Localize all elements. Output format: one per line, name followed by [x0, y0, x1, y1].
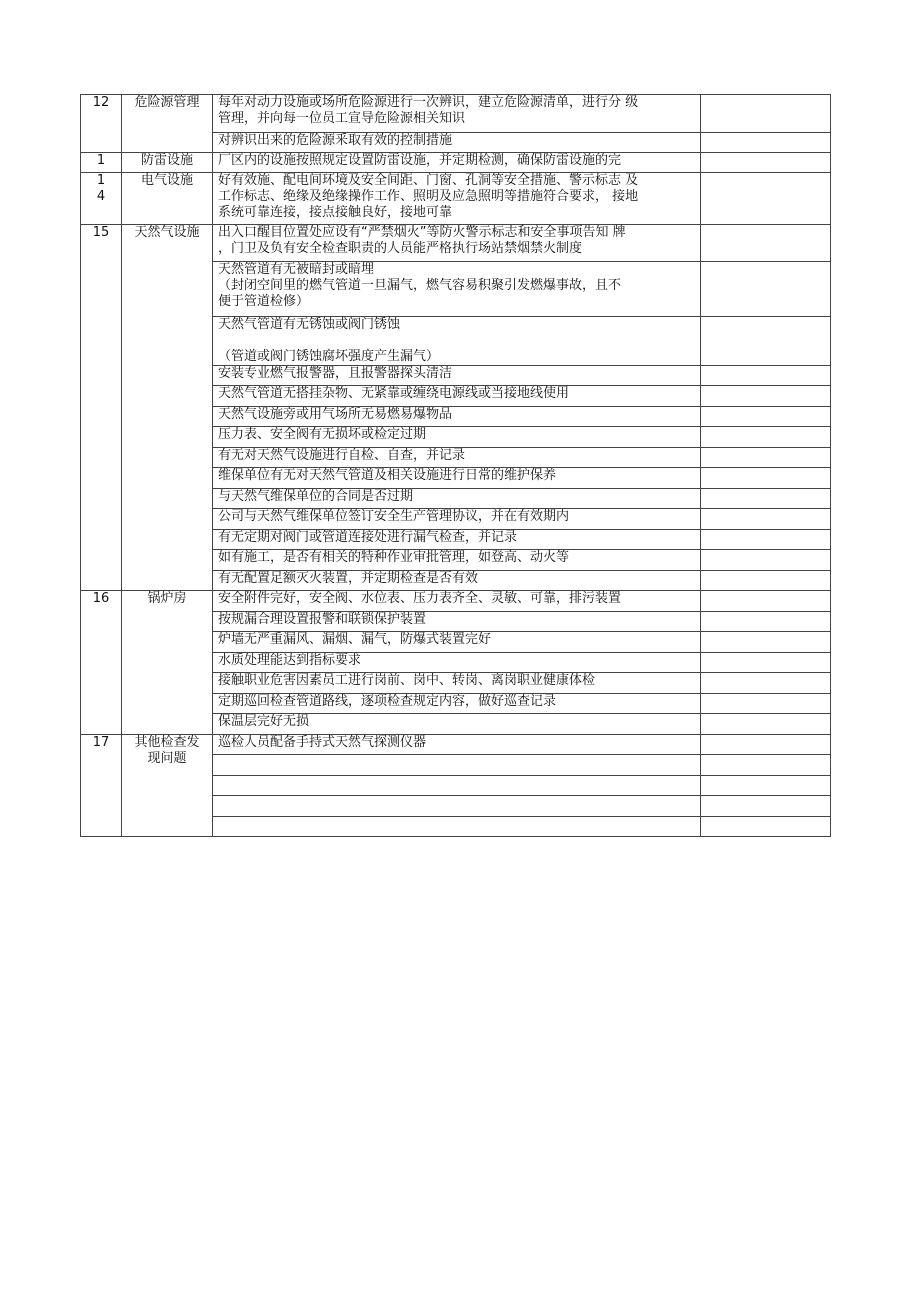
check-item: 水质处理能达到指标要求	[213, 653, 701, 673]
check-item: 对辨识出来的危险源釆取有效的控制措施	[213, 133, 701, 153]
inspection-table	[80, 94, 831, 837]
result-cell[interactable]	[701, 133, 831, 153]
result-cell[interactable]	[701, 571, 831, 591]
result-cell[interactable]	[701, 366, 831, 386]
section-category: 锅炉房	[122, 591, 213, 735]
result-cell[interactable]	[701, 317, 831, 366]
check-item: 安装专业燃气报警器，且报警器探头清洁	[213, 366, 701, 386]
check-item	[213, 776, 701, 796]
result-cell[interactable]	[701, 468, 831, 489]
table-row	[81, 591, 831, 612]
result-cell[interactable]	[701, 735, 831, 755]
section-category: 电气设施	[122, 173, 213, 225]
check-item: 有无定期对阀门或管道连接处进行漏气检查，并记录	[213, 530, 701, 550]
check-item: 天然气管道有无锈蚀或阀门锈蚀 （管道或阀门锈蚀腐坏强度产生漏气）	[213, 317, 701, 366]
table-row	[81, 95, 831, 133]
check-item: 维保单位有无对天然气管道及相关设施进行日常的维护保养	[213, 468, 701, 489]
section-category: 危险源管理	[122, 95, 213, 153]
result-cell[interactable]	[701, 776, 831, 796]
result-cell[interactable]	[701, 427, 831, 448]
result-cell[interactable]	[701, 694, 831, 714]
check-item: 天然气管道无搭挂杂物、无紧靠或缠绕电源线或当接地线使用	[213, 386, 701, 407]
result-cell[interactable]	[701, 262, 831, 317]
check-item: 巡检人员配备手持式天然气探测仪器	[213, 735, 701, 755]
check-item: 保温层完好无损	[213, 714, 701, 735]
section-category: 防雷设施	[122, 153, 213, 173]
check-item: 炉墙无严重漏风、漏烟、漏气，防爆式装置完好	[213, 632, 701, 653]
result-cell[interactable]	[701, 796, 831, 817]
inspection-table-body	[81, 95, 831, 837]
result-cell[interactable]	[701, 386, 831, 407]
check-item: 公司与天然气维保单位签订安全生产管理协议，并在有效期内	[213, 509, 701, 530]
section-category: 天然气设施	[122, 225, 213, 591]
check-item: 与天然气维保单位的合同是否过期	[213, 489, 701, 509]
table-row	[81, 173, 831, 225]
result-cell[interactable]	[701, 632, 831, 653]
result-cell[interactable]	[701, 755, 831, 776]
result-cell[interactable]	[701, 153, 831, 173]
check-item	[213, 817, 701, 837]
section-number: 1	[81, 153, 122, 173]
check-item: 出入口醒目位置处应设有“严禁烟火”等防火警示标志和安全事项告知 牌 ，门卫及负有安全检查职责的人员能严格执行场站禁烟禁火制度	[213, 225, 701, 262]
result-cell[interactable]	[701, 653, 831, 673]
section-number: 12	[81, 95, 122, 153]
check-item: 每年对动力设施或场所危险源进行一次辨识，建立危险源清单，进行分 级 管理，并向每一位员工宣导危险源相关知识	[213, 95, 701, 133]
result-cell[interactable]	[701, 714, 831, 735]
check-item: 安全附件完好，安全阀、水位表、压力表齐全、灵敏、可靠，排污装置	[213, 591, 701, 612]
table-row	[81, 225, 831, 262]
check-item	[213, 755, 701, 776]
check-item: 定期巡回检查管道路线，逐项检查规定内容，做好巡查记录	[213, 694, 701, 714]
check-item: 厂区内的设施按照规定设置防雷设施，并定期检测，确保防雷设施的完	[213, 153, 701, 173]
result-cell[interactable]	[701, 591, 831, 612]
result-cell[interactable]	[701, 530, 831, 550]
result-cell[interactable]	[701, 448, 831, 468]
table-row	[81, 735, 831, 755]
section-number: 17	[81, 735, 122, 837]
section-category: 其他检查发 现问题	[122, 735, 213, 837]
check-item: 有无配置足额灭火装置，并定期检查是否有效	[213, 571, 701, 591]
result-cell[interactable]	[701, 407, 831, 427]
check-item: 压力表、安全阀有无损坏或检定过期	[213, 427, 701, 448]
result-cell[interactable]	[701, 225, 831, 262]
check-item: 按规漏合理设置报警和联锁保护装置	[213, 612, 701, 632]
result-cell[interactable]	[701, 173, 831, 225]
table-row	[81, 153, 831, 173]
check-item: 接触职业危害因素员工进行岗前、岗中、转岗、离岗职业健康体检	[213, 673, 701, 694]
check-item: 如有施工，是否有相关的特种作业审批管理，如登高、动火等	[213, 550, 701, 571]
result-cell[interactable]	[701, 673, 831, 694]
result-cell[interactable]	[701, 550, 831, 571]
check-item: 天然气设施旁或用气场所无易燃易爆物品	[213, 407, 701, 427]
result-cell[interactable]	[701, 612, 831, 632]
check-item: 有无对天然气设施进行自检、自查，并记录	[213, 448, 701, 468]
check-item: 天然管道有无被暗封或暗埋 （封闭空间里的燃气管道一旦漏气，燃气容易积聚引发燃爆事故，且不 便于管道检修）	[213, 262, 701, 317]
section-number: 15	[81, 225, 122, 591]
result-cell[interactable]	[701, 95, 831, 133]
check-item: 好有效施、配电间环境及安全间距、门窗、孔洞等安全措施、警示标志 及 工作标志、绝缘及绝缘操作工作、照明及应急照明等措施符合要求， 接地 系统可靠连接，接点接触良好，接地可靠	[213, 173, 701, 225]
section-number: 1 4	[81, 173, 122, 225]
result-cell[interactable]	[701, 489, 831, 509]
result-cell[interactable]	[701, 817, 831, 837]
section-number: 16	[81, 591, 122, 735]
check-item	[213, 796, 701, 817]
result-cell[interactable]	[701, 509, 831, 530]
